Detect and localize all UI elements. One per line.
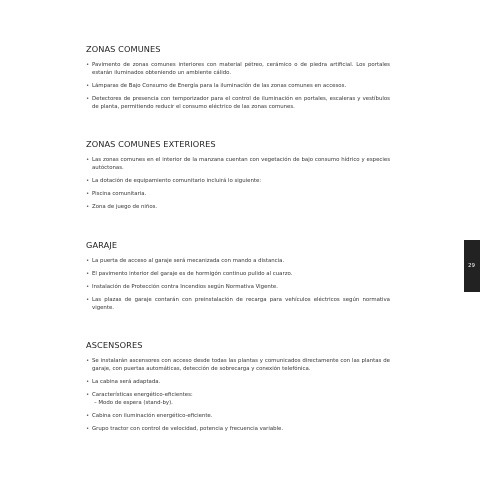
bullet-icon: • (86, 62, 90, 68)
section-ascensores (86, 340, 390, 438)
bullet-icon: • (86, 191, 90, 197)
list-item: • Pavimento de zonas comunes interiores con material pétreo, cerámico o de piedra artificial. Los portales estarán iluminados obteniendo un ambiente cálido. (86, 62, 390, 76)
list-item: • Características energético-eficientes: – Modo de espera (stand-by). (86, 391, 390, 407)
section-heading: ZONAS COMUNES EXTERIORES (86, 139, 216, 149)
list-item: • Se instalarán ascensores con acceso desde todas las plantas y comunicados directamente con las plantas de garaje, con puertas automáticas, detección de sobrecarga y conexión telefónica. (86, 358, 390, 372)
bullet-list (86, 357, 390, 433)
list-item: • Piscina comunitaria. (86, 191, 147, 197)
section-heading: ZONAS COMUNES (86, 44, 161, 54)
section-heading: GARAJE (86, 240, 118, 250)
list-item: • Instalación de Protección contra Incendios según Normativa Vigente. (86, 284, 278, 290)
bullet-icon: • (86, 178, 90, 184)
bullet-icon: • (86, 204, 90, 210)
bullet-icon: • (86, 258, 90, 264)
section-heading: ASCENSORES (86, 340, 143, 350)
list-item: • Zona de juego de niños. (86, 204, 158, 210)
bullet-icon: • (86, 426, 90, 432)
list-item: • Las zonas comunes en el interior de la manzana cuentan con vegetación de bajo consumo hídrico y especies autóctonas. (86, 157, 390, 171)
bullet-icon: • (86, 297, 90, 303)
bullet-list (86, 257, 390, 312)
list-subitem: – Modo de espera (stand-by). (94, 400, 173, 406)
list-item: • Detectores de presencia con temporizador para el control de iluminación en portales, escaleras y vestíbulos de planta, permitiendo reducir el consumo eléctrico de las zonas comunes. (86, 96, 390, 110)
bullet-icon: • (86, 392, 90, 398)
list-item: • Cabina con iluminación energético-eficiente. (86, 413, 213, 419)
bullet-icon: • (86, 379, 90, 385)
bullet-list (86, 156, 390, 211)
bullet-icon: • (86, 83, 90, 89)
list-item: • La cabina será adaptada. (86, 379, 161, 385)
section-zonas-comunes-exteriores (86, 139, 390, 216)
page-number: 29 (468, 263, 475, 269)
section-zonas-comunes (86, 44, 390, 116)
bullet-icon: • (86, 284, 90, 290)
bullet-icon: • (86, 96, 90, 102)
list-item: • La dotación de equipamiento comunitario incluirá lo siguiente: (86, 178, 262, 184)
section-garaje (86, 240, 390, 317)
list-item: • Lámparas de Bajo Consumo de Energía para la iluminación de las zonas comunes en accesos. (86, 83, 347, 89)
list-item: • La puerta de acceso al garaje será mecanizada con mando a distancia. (86, 258, 285, 264)
bullet-list (86, 61, 390, 111)
bullet-icon: • (86, 271, 90, 277)
bullet-icon: • (86, 413, 90, 419)
bullet-icon: • (86, 358, 90, 364)
list-item: • El pavimento interior del garaje es de hormigón continuo pulido al cuarzo. (86, 271, 293, 277)
bullet-icon: • (86, 157, 90, 163)
list-item: • Grupo tractor con control de velocidad, potencia y frecuencia variable. (86, 426, 284, 432)
list-item: • Las plazas de garaje contarán con preinstalación de recarga para vehículos eléctricos según normativa vigente. (86, 297, 390, 311)
